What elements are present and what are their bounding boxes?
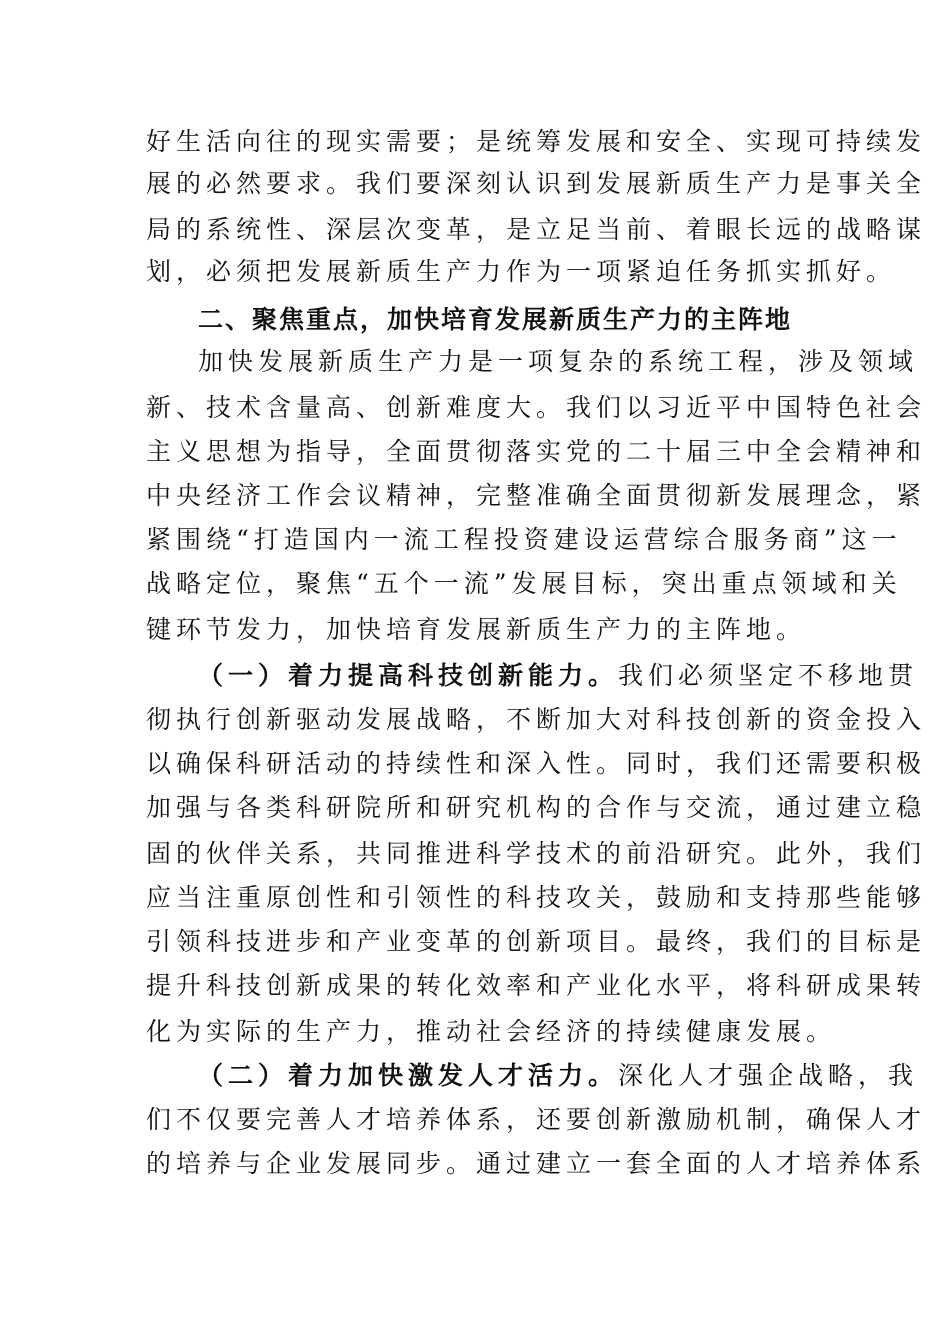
item1-first-rest: 我们必须坚定不移地贯: [618, 661, 919, 690]
item1-line-9: 化为实际的生产力，推动社会经济的持续健康发展。: [146, 1017, 837, 1046]
item1-line-5: 固的伙伴关系，共同推进科学技术的前沿研究。此外，我们: [146, 839, 927, 868]
intro-line-1: 好生活向往的现实需要；是统筹发展和安全、实现可持续发: [146, 127, 927, 156]
section-line-1: 加快发展新质生产力是一项复杂的系统工程，涉及领域: [198, 347, 919, 376]
item1-lead: （一）着力提高科技创新能力。: [198, 661, 619, 690]
item1-line-3: 以确保科研活动的持续性和深入性。同时，我们还需要积极: [146, 749, 927, 778]
section-line-5: 紧围绕“打造国内一流工程投资建设运营综合服务商”这一: [146, 525, 902, 554]
intro-line-2: 展的必然要求。我们要深刻认识到发展新质生产力是事关全: [146, 169, 927, 198]
item1-line-8: 提升科技创新成果的转化效率和产业化水平，将科研成果转: [146, 971, 927, 1000]
intro-line-4: 划，必须把发展新质生产力作为一项紧迫任务抓实抓好。: [146, 257, 897, 286]
item1-first-line: [198, 652, 919, 700]
item2-line-2: 们不仅要完善人才培养体系，还要创新激励机制，确保人才: [146, 1105, 927, 1134]
item1-line-6: 应当注重原创性和引领性的科技攻关，鼓励和支持那些能够: [146, 883, 927, 912]
item1-line-7: 引领科技进步和产业变革的创新项目。最终，我们的目标是: [146, 927, 927, 956]
item2-first-rest: 深化人才强企战略，我: [618, 1061, 919, 1090]
item2-line-3: 的培养与企业发展同步。通过建立一套全面的人才培养体系: [146, 1149, 927, 1178]
item2-lead: （二）着力加快激发人才活力。: [198, 1061, 619, 1090]
item2-first-line: [198, 1052, 919, 1100]
item1-line-2: 彻执行创新驱动发展战略，不断加大对科技创新的资金投入: [146, 705, 927, 734]
section-line-6: 战略定位，聚焦“五个一流”发展目标，突出重点领域和关: [146, 569, 902, 598]
section-heading: 二、聚焦重点，加快培育发展新质生产力的主阵地: [198, 305, 793, 334]
section-line-2: 新、技术含量高、创新难度大。我们以习近平中国特色社会: [146, 393, 927, 422]
section-line-4: 中央经济工作会议精神，完整准确全面贯彻新发展理念，紧: [146, 481, 927, 510]
item1-line-4: 加强与各类科研院所和研究机构的合作与交流，通过建立稳: [146, 793, 927, 822]
section-line-3: 主义思想为指导，全面贯彻落实党的二十届三中全会精神和: [146, 437, 927, 466]
section-line-7: 键环节发力，加快培育发展新质生产力的主阵地。: [146, 615, 807, 644]
intro-line-3: 局的系统性、深层次变革，是立足当前、着眼长远的战略谋: [146, 215, 927, 244]
